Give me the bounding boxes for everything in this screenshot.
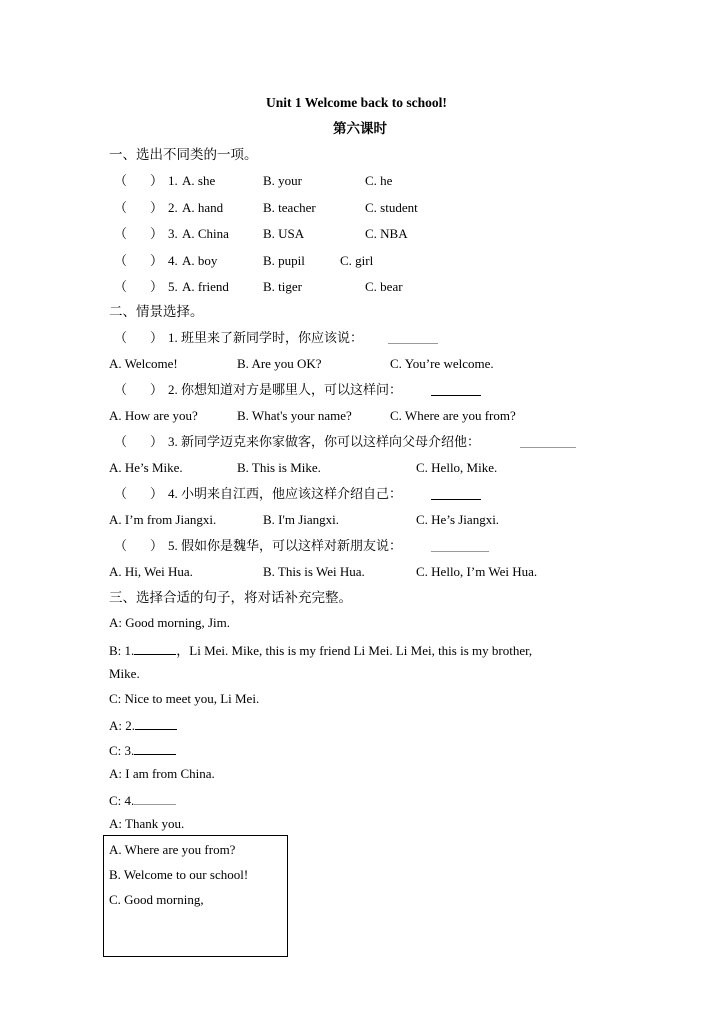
option-a: A. Hi, Wei Hua. [109,564,193,579]
answer-paren-close: ） [150,253,164,268]
option-b: B. tiger [263,279,302,294]
question-text: 3. 新同学迈克来你家做客，你可以这样向父母介绍他： [168,434,481,449]
answer-blank[interactable] [134,742,176,755]
option-b: B. Are you OK? [237,356,322,371]
option-a: A. China [182,226,229,241]
answer-paren-open: （ [114,253,128,268]
answer-paren-close: ） [150,226,164,241]
dialog-line [109,742,176,757]
dialog-prefix: C: 4. [109,793,135,808]
dialog-line: C: Nice to meet you, Li Mei. [109,691,260,706]
lesson-subtitle: 第六课时 [333,121,387,136]
option-b: B. your [263,173,302,188]
option-a: A. How are you? [109,408,198,423]
option-b: B. This is Wei Hua. [263,564,365,579]
page-title: Unit 1 Welcome back to school! [266,95,447,110]
answer-paren-open: （ [114,226,128,241]
answer-paren-close: ） [150,200,164,215]
answer-paren-close: ） [150,330,164,345]
answer-blank[interactable] [134,642,176,655]
option-b: B. teacher [263,200,316,215]
answer-paren-open: （ [114,486,128,501]
answer-paren-close: ） [150,434,164,449]
option-c: C. he [365,173,393,188]
section-1-heading: 一、选出不同类的一项。 [109,147,258,162]
dialog-line: A: Good morning, Jim. [109,615,230,630]
option-a: A. Welcome! [109,356,178,371]
answer-paren-close: ） [150,538,164,553]
option-a: A. boy [182,253,218,268]
option-c: C. You’re welcome. [390,356,494,371]
dialog-line: A: I am from China. [109,766,215,781]
option-a: A. Where are you from? [109,842,236,857]
answer-blank[interactable] [388,331,438,344]
item-number: 3. [168,226,178,241]
answer-paren-open: （ [114,279,128,294]
answer-paren-open: （ [114,330,128,345]
option-c: C. Hello, Mike. [416,460,498,475]
answer-paren-open: （ [114,434,128,449]
question-text: 1. 班里来了新同学时，你应该说： [168,330,364,345]
answer-blank[interactable] [520,435,576,448]
option-b: B. Welcome to our school! [109,867,249,882]
option-a: A. friend [182,279,229,294]
dialog-prefix: B: 1. [109,643,135,658]
option-c: C. student [365,200,418,215]
option-a: A. hand [182,200,224,215]
answer-paren-close: ） [150,173,164,188]
item-number: 2. [168,200,178,215]
answer-blank[interactable] [431,487,481,500]
answer-paren-close: ） [150,279,164,294]
dialog-prefix: C: 3. [109,743,135,758]
option-c: C. Hello, I’m Wei Hua. [416,564,538,579]
answer-paren-open: （ [114,173,128,188]
option-a: A. she [182,173,216,188]
answer-blank[interactable] [431,539,489,552]
question-text: 2. 你想知道对方是哪里人，可以这样问： [168,382,403,397]
section-2-heading: 二、情景选择。 [109,304,204,319]
answer-paren-close: ） [150,486,164,501]
question-text: 4. 小明来自江西，他应该这样介绍自己： [168,486,403,501]
answer-blank[interactable] [134,792,176,805]
option-b: B. USA [263,226,305,241]
option-c: C. girl [340,253,374,268]
option-a: A. I’m from Jiangxi. [109,512,217,527]
dialog-line [109,792,176,807]
answer-blank[interactable] [135,717,177,730]
item-number: 5. [168,279,178,294]
option-c: C. bear [365,279,403,294]
option-c: C. Where are you from? [390,408,516,423]
section-3-heading: 三、选择合适的句子，将对话补充完整。 [109,590,352,605]
dialog-text: ，Li Mei. Mike, this is my friend Li Mei. Li Mei, this is my brother, [176,643,533,658]
dialog-line: Mike. [109,666,140,681]
dialog-line [109,717,177,732]
option-a: A. He’s Mike. [109,460,183,475]
option-c: C. He’s Jiangxi. [416,512,500,527]
answer-paren-open: （ [114,382,128,397]
option-c: C. NBA [365,226,408,241]
option-b: B. I'm Jiangxi. [263,512,340,527]
dialog-line [109,642,532,657]
dialog-line: A: Thank you. [109,816,185,831]
item-number: 4. [168,253,178,268]
dialog-prefix: A: 2. [109,718,135,733]
answer-paren-open: （ [114,200,128,215]
answer-paren-close: ） [150,382,164,397]
option-c: C. Good morning, [109,892,204,907]
option-b: B. pupil [263,253,305,268]
item-number: 1. [168,173,178,188]
option-b: B. This is Mike. [237,460,321,475]
answer-paren-open: （ [114,538,128,553]
answer-blank[interactable] [431,383,481,396]
option-b: B. What's your name? [237,408,352,423]
question-text: 5. 假如你是魏华，可以这样对新朋友说： [168,538,403,553]
